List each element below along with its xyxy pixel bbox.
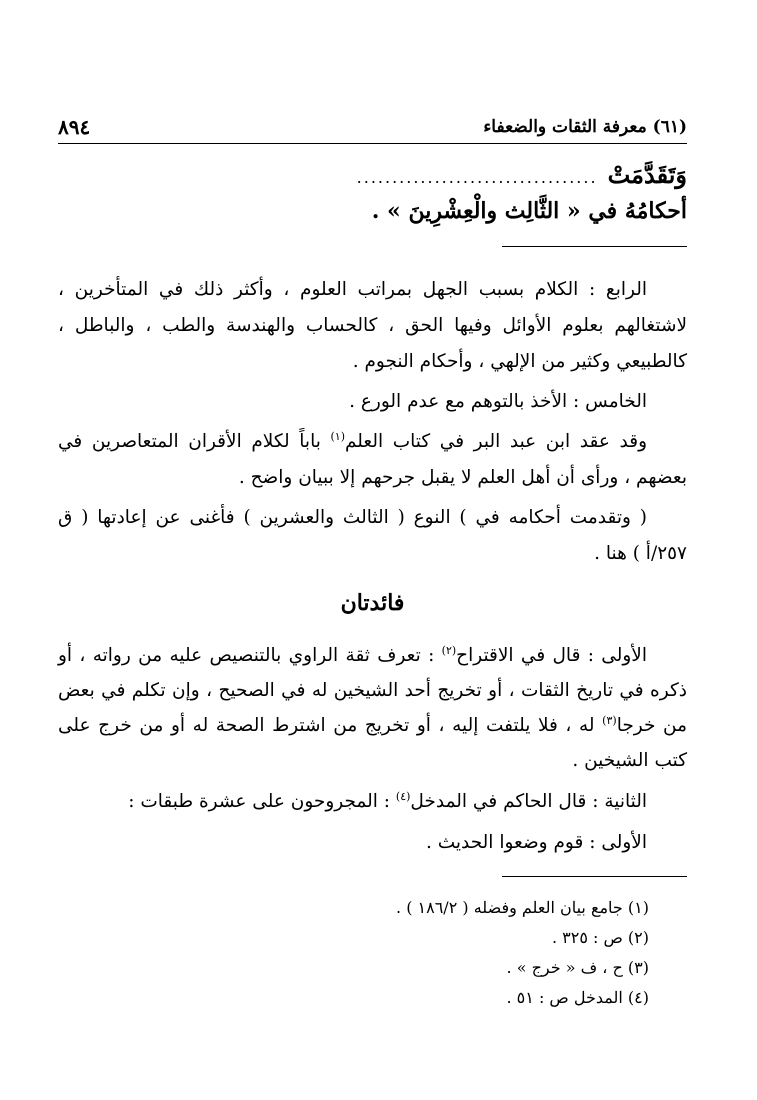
paragraph-cross-reference: ( وتقدمت أحكامه في ) النوع ( الثالث والعشرين ) فأغنى عن إعادتها ( ق ٢٥٧/أ ) هنا . [58, 507, 687, 564]
quote-ellipsis: .................................. [356, 168, 598, 187]
footnote-separator-rule [502, 876, 687, 877]
paragraph-fifth: الخامس : الأخذ بالتوهم مع عدم الورع . [349, 391, 647, 412]
paragraph-first-category: الأولى : قوم وضعوا الحديث . [425, 832, 647, 853]
benefits-body [58, 638, 687, 860]
quoted-text-line2: أحكامُهُ في « الثَّالِث والْعِشْرِينَ » . [371, 198, 687, 224]
footnote-item: (٤) المدخل ص : ٥١ . [506, 988, 649, 1007]
running-title: (٦١) معرفة الثقات والضعفاء [483, 117, 687, 137]
section-heading: فائدتان [340, 590, 405, 616]
page-number: ٨٩٤ [58, 115, 91, 139]
quoted-text-line1 [58, 160, 687, 189]
footnote-ref: (١) [330, 429, 345, 443]
quote-separator-rule [502, 246, 687, 247]
book-page [58, 0, 687, 1100]
footnotes [58, 893, 649, 1013]
footnote-ref: (٢) [441, 643, 457, 657]
footnote-item: (٣) ح ، ف « خرج » . [506, 958, 649, 977]
paragraph-fourth: الرابع : الكلام بسبب الجهل بمراتب العلوم ، وأكثر ذلك في المتأخرين ، لاشتغالهم بعلوم الأوائل وفيها الحق ، كالحساب والهندسة والطب ، والباطل ، كالطبيعي وكثير من الإلهي ، وأحكام النجوم . [58, 279, 687, 372]
paragraph-first-benefit: الأولى : قال في الاقتراح$^{(٢)}$ : تعرف ثقة الراوي بالتنصيص عليه من رواته ، أو ذكره في تاريخ الثقات ، أو تخريج أحد الشيخين له في الصحيح ، وإن تكلم في بعض من خرجا$^{(٣)}$ له ، فلا يلتفت إليه ، أو تخريج من اشترط الصحة له أو من خرج على كتب الشيخين . [58, 643, 687, 771]
quote-word: وَتَقَدَّمَتْ [607, 160, 687, 189]
paragraph-ibn-abd-al-barr: وقد عقد ابن عبد البر في كتاب العلم$^{(١)}$ باباً لكلام الأقران المتعاصرين في بعضهم ، ورأى أن أهل العلم لا يقبل جرحهم إلا ببيان واضح . [58, 429, 687, 488]
footnote-item: (٢) ص : ٣٢٥ . [551, 928, 649, 947]
paragraph-second-benefit: الثانية : قال الحاكم في المدخل$^{(٤)}$ : المجروحون على عشرة طبقات : [128, 789, 647, 812]
running-header [58, 112, 687, 142]
header-rule [58, 143, 687, 144]
commentary-body [58, 272, 687, 572]
footnote-ref: (٣) [602, 713, 617, 727]
footnote-item: (١) جامع بيان العلم وفضله ( ١٨٦/٢ ) . [396, 898, 649, 917]
footnote-ref: (٤) [395, 789, 411, 803]
